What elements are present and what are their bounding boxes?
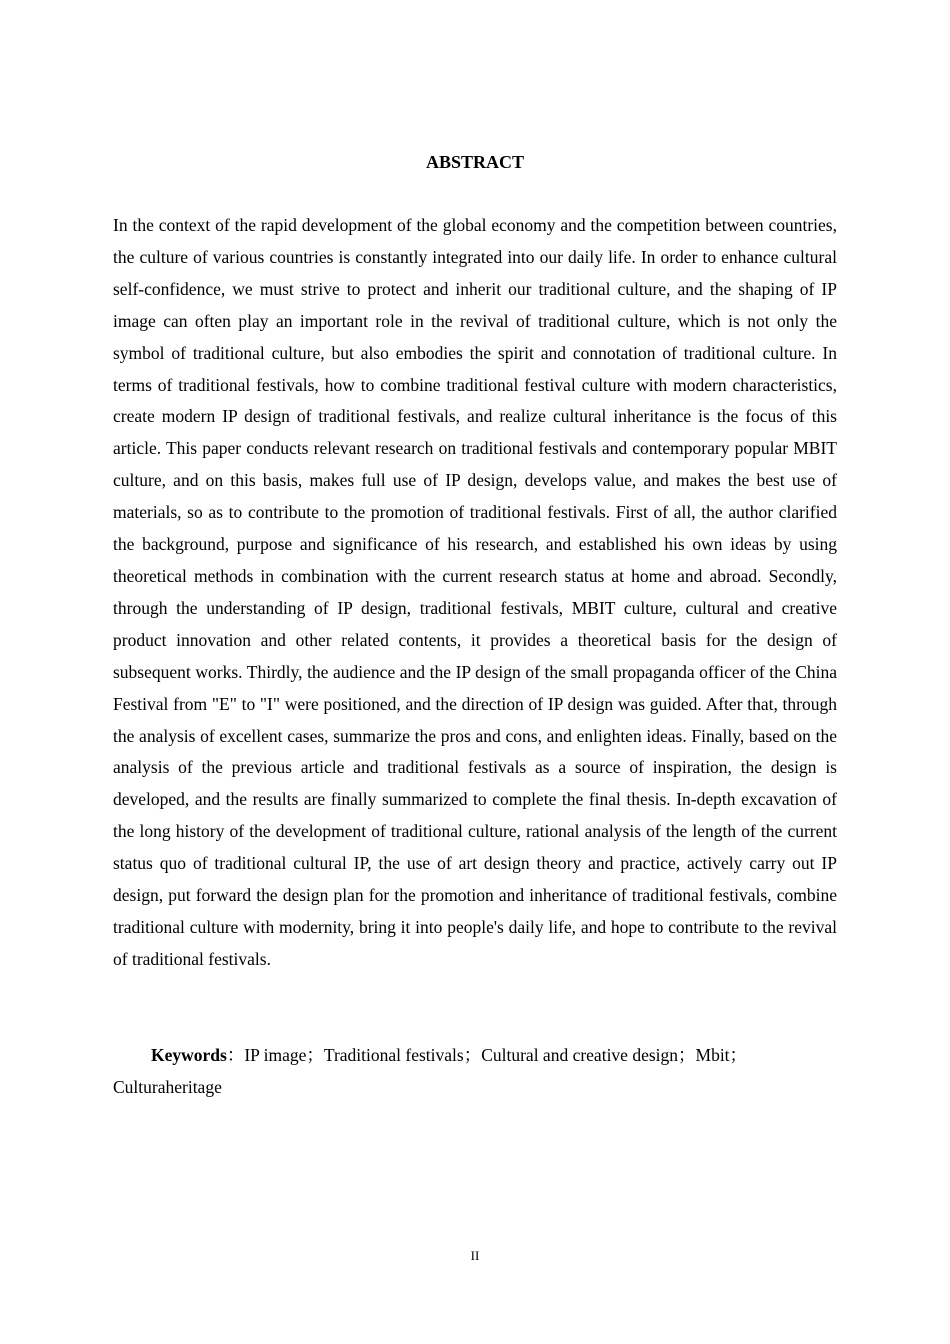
- page-number: II: [470, 1248, 480, 1263]
- keywords-line: [113, 1040, 837, 1103]
- abstract-title: ABSTRACT: [425, 152, 525, 172]
- abstract-body: In the context of the rapid development of the global economy and the competition between countries, the culture of various countries is constantly integrated into our daily life. In order to enhance cultural self-confidence, we must strive to protect and inherit our traditional culture, and the shaping of IP image can often play an important role in the revival of traditional culture, which is not only the symbol of traditional culture, but also embodies the spirit and connotation of traditional culture. In terms of traditional festivals, how to combine traditional festival culture with modern characteristics, create modern IP design of traditional festivals, and realize cultural inheritance is the focus of this article. This paper conducts relevant research on traditional festivals and contemporary popular MBIT culture, and on this basis, makes full use of IP design, develops value, and makes the best use of materials, so as to contribute to the promotion of traditional festivals. First of all, the author clarified the background, purpose and significance of his research, and established his own ideas by using theoretical methods in combination with the current research status at home and abroad. Secondly, through the understanding of IP design, traditional festivals, MBIT culture, cultural and creative product innovation and other related contents, it provides a theoretical basis for the design of subsequent works. Thirdly, the audience and the IP design of the small propaganda officer of the China Festival from "E" to "I" were positioned, and the direction of IP design was guided. After that, through the analysis of excellent cases, summarize the pros and cons, and enlighten ideas. Finally, based on the analysis of the previous article and traditional festivals as a source of inspiration, the design is developed, and the results are finally summarized to complete the final thesis. In-depth excavation of the long history of the development of traditional culture, rational analysis of the length of the current status quo of traditional cultural IP, the use of art design theory and practice, actively carry out IP design, put forward the design plan for the promotion and inheritance of traditional festivals, combine traditional culture with modernity, bring it into people's daily life, and hope to contribute to the revival of traditional festivals.: [113, 215, 837, 969]
- keywords-label: Keywords: [151, 1045, 227, 1065]
- keywords-list: ：IP image；Traditional festivals；Cultural and creative design；Mbit；Culturaheritage: [113, 1045, 748, 1097]
